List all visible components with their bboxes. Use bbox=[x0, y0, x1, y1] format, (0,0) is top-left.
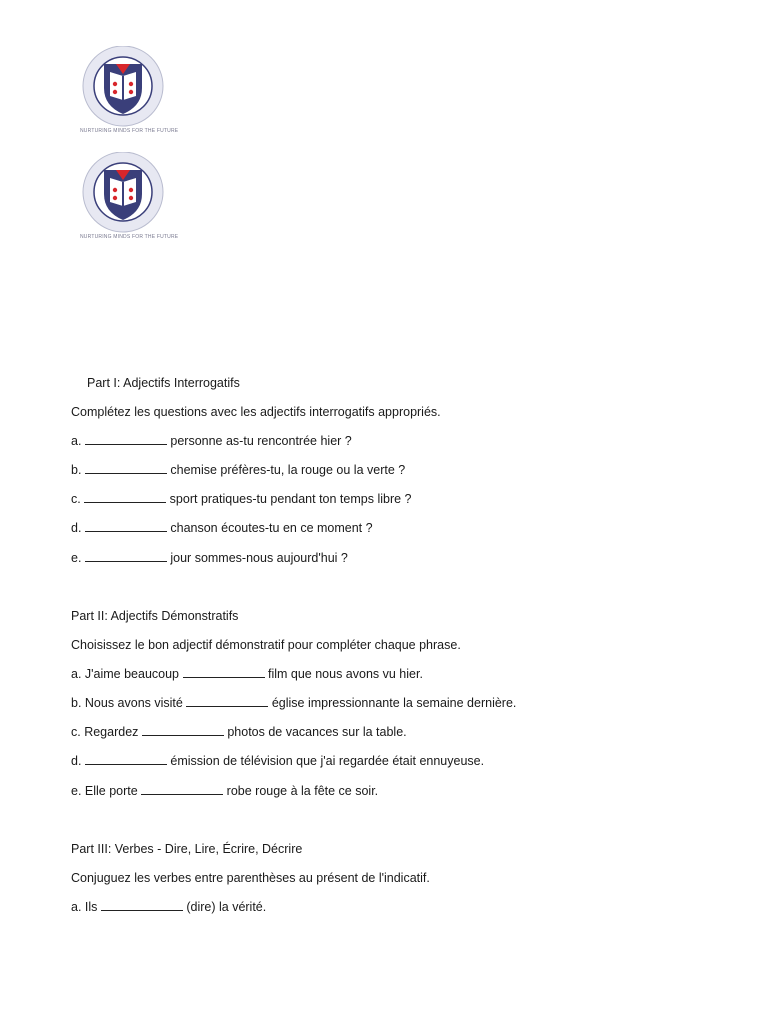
question-prefix: c. Regardez bbox=[71, 725, 142, 739]
school-crest-icon bbox=[80, 152, 166, 236]
question-prefix: a. J'aime beaucoup bbox=[71, 667, 183, 681]
question-suffix: chemise préfères-tu, la rouge ou la verte ? bbox=[166, 463, 406, 477]
question-line bbox=[71, 724, 407, 740]
question-suffix: personne as-tu rencontrée hier ? bbox=[166, 434, 352, 448]
answer-blank[interactable] bbox=[85, 753, 167, 765]
question-suffix: (dire) la vérité. bbox=[182, 900, 267, 914]
question-prefix: c. bbox=[71, 492, 85, 506]
answer-blank[interactable] bbox=[141, 783, 223, 795]
answer-blank[interactable] bbox=[84, 491, 166, 503]
question-prefix: a. bbox=[71, 434, 85, 448]
question-line bbox=[71, 520, 373, 536]
question-suffix: émission de télévision que j'ai regardée était ennuyeuse. bbox=[166, 754, 485, 768]
question-suffix: église impressionnante la semaine dernière. bbox=[268, 696, 517, 710]
question-suffix: film que nous avons vu hier. bbox=[264, 667, 423, 681]
answer-blank[interactable] bbox=[183, 666, 265, 678]
question-line bbox=[71, 899, 266, 915]
answer-blank[interactable] bbox=[85, 550, 167, 562]
question-line bbox=[71, 550, 348, 566]
answer-blank[interactable] bbox=[186, 695, 268, 707]
question-suffix: robe rouge à la fête ce soir. bbox=[223, 784, 379, 798]
question-line bbox=[71, 783, 378, 799]
school-logo bbox=[80, 46, 179, 138]
school-logo bbox=[80, 152, 179, 244]
question-prefix: d. bbox=[71, 754, 85, 768]
question-suffix: chanson écoutes-tu en ce moment ? bbox=[166, 521, 373, 535]
answer-blank[interactable] bbox=[101, 899, 183, 911]
question-line bbox=[71, 753, 484, 769]
school-crest-icon bbox=[80, 46, 166, 130]
answer-blank[interactable] bbox=[85, 520, 167, 532]
question-prefix: a. Ils bbox=[71, 900, 101, 914]
part3-title: Part III: Verbes - Dire, Lire, Écrire, Décrire bbox=[71, 842, 303, 856]
question-suffix: sport pratiques-tu pendant ton temps libre ? bbox=[166, 492, 412, 506]
question-prefix: e. Elle porte bbox=[71, 784, 142, 798]
question-line bbox=[71, 462, 405, 478]
answer-blank[interactable] bbox=[85, 433, 167, 445]
part1-instruction: Complétez les questions avec les adjectifs interrogatifs appropriés. bbox=[71, 405, 441, 419]
question-prefix: b. bbox=[71, 463, 85, 477]
part3-instruction: Conjuguez les verbes entre parenthèses au présent de l'indicatif. bbox=[71, 871, 430, 885]
question-line bbox=[71, 666, 423, 682]
logo-caption: NURTURING MINDS FOR THE FUTURE bbox=[80, 128, 179, 134]
logo-caption: NURTURING MINDS FOR THE FUTURE bbox=[80, 234, 179, 240]
question-prefix: e. bbox=[71, 551, 85, 565]
answer-blank[interactable] bbox=[142, 724, 224, 736]
question-suffix: jour sommes-nous aujourd'hui ? bbox=[166, 551, 348, 565]
question-prefix: b. Nous avons visité bbox=[71, 696, 187, 710]
question-prefix: d. bbox=[71, 521, 85, 535]
question-line bbox=[71, 433, 352, 449]
question-line bbox=[71, 695, 516, 711]
question-line bbox=[71, 491, 412, 507]
part2-instruction: Choisissez le bon adjectif démonstratif pour compléter chaque phrase. bbox=[71, 638, 461, 652]
answer-blank[interactable] bbox=[85, 462, 167, 474]
question-suffix: photos de vacances sur la table. bbox=[223, 725, 407, 739]
part2-title: Part II: Adjectifs Démonstratifs bbox=[71, 609, 239, 623]
part1-title: Part I: Adjectifs Interrogatifs bbox=[87, 376, 240, 390]
